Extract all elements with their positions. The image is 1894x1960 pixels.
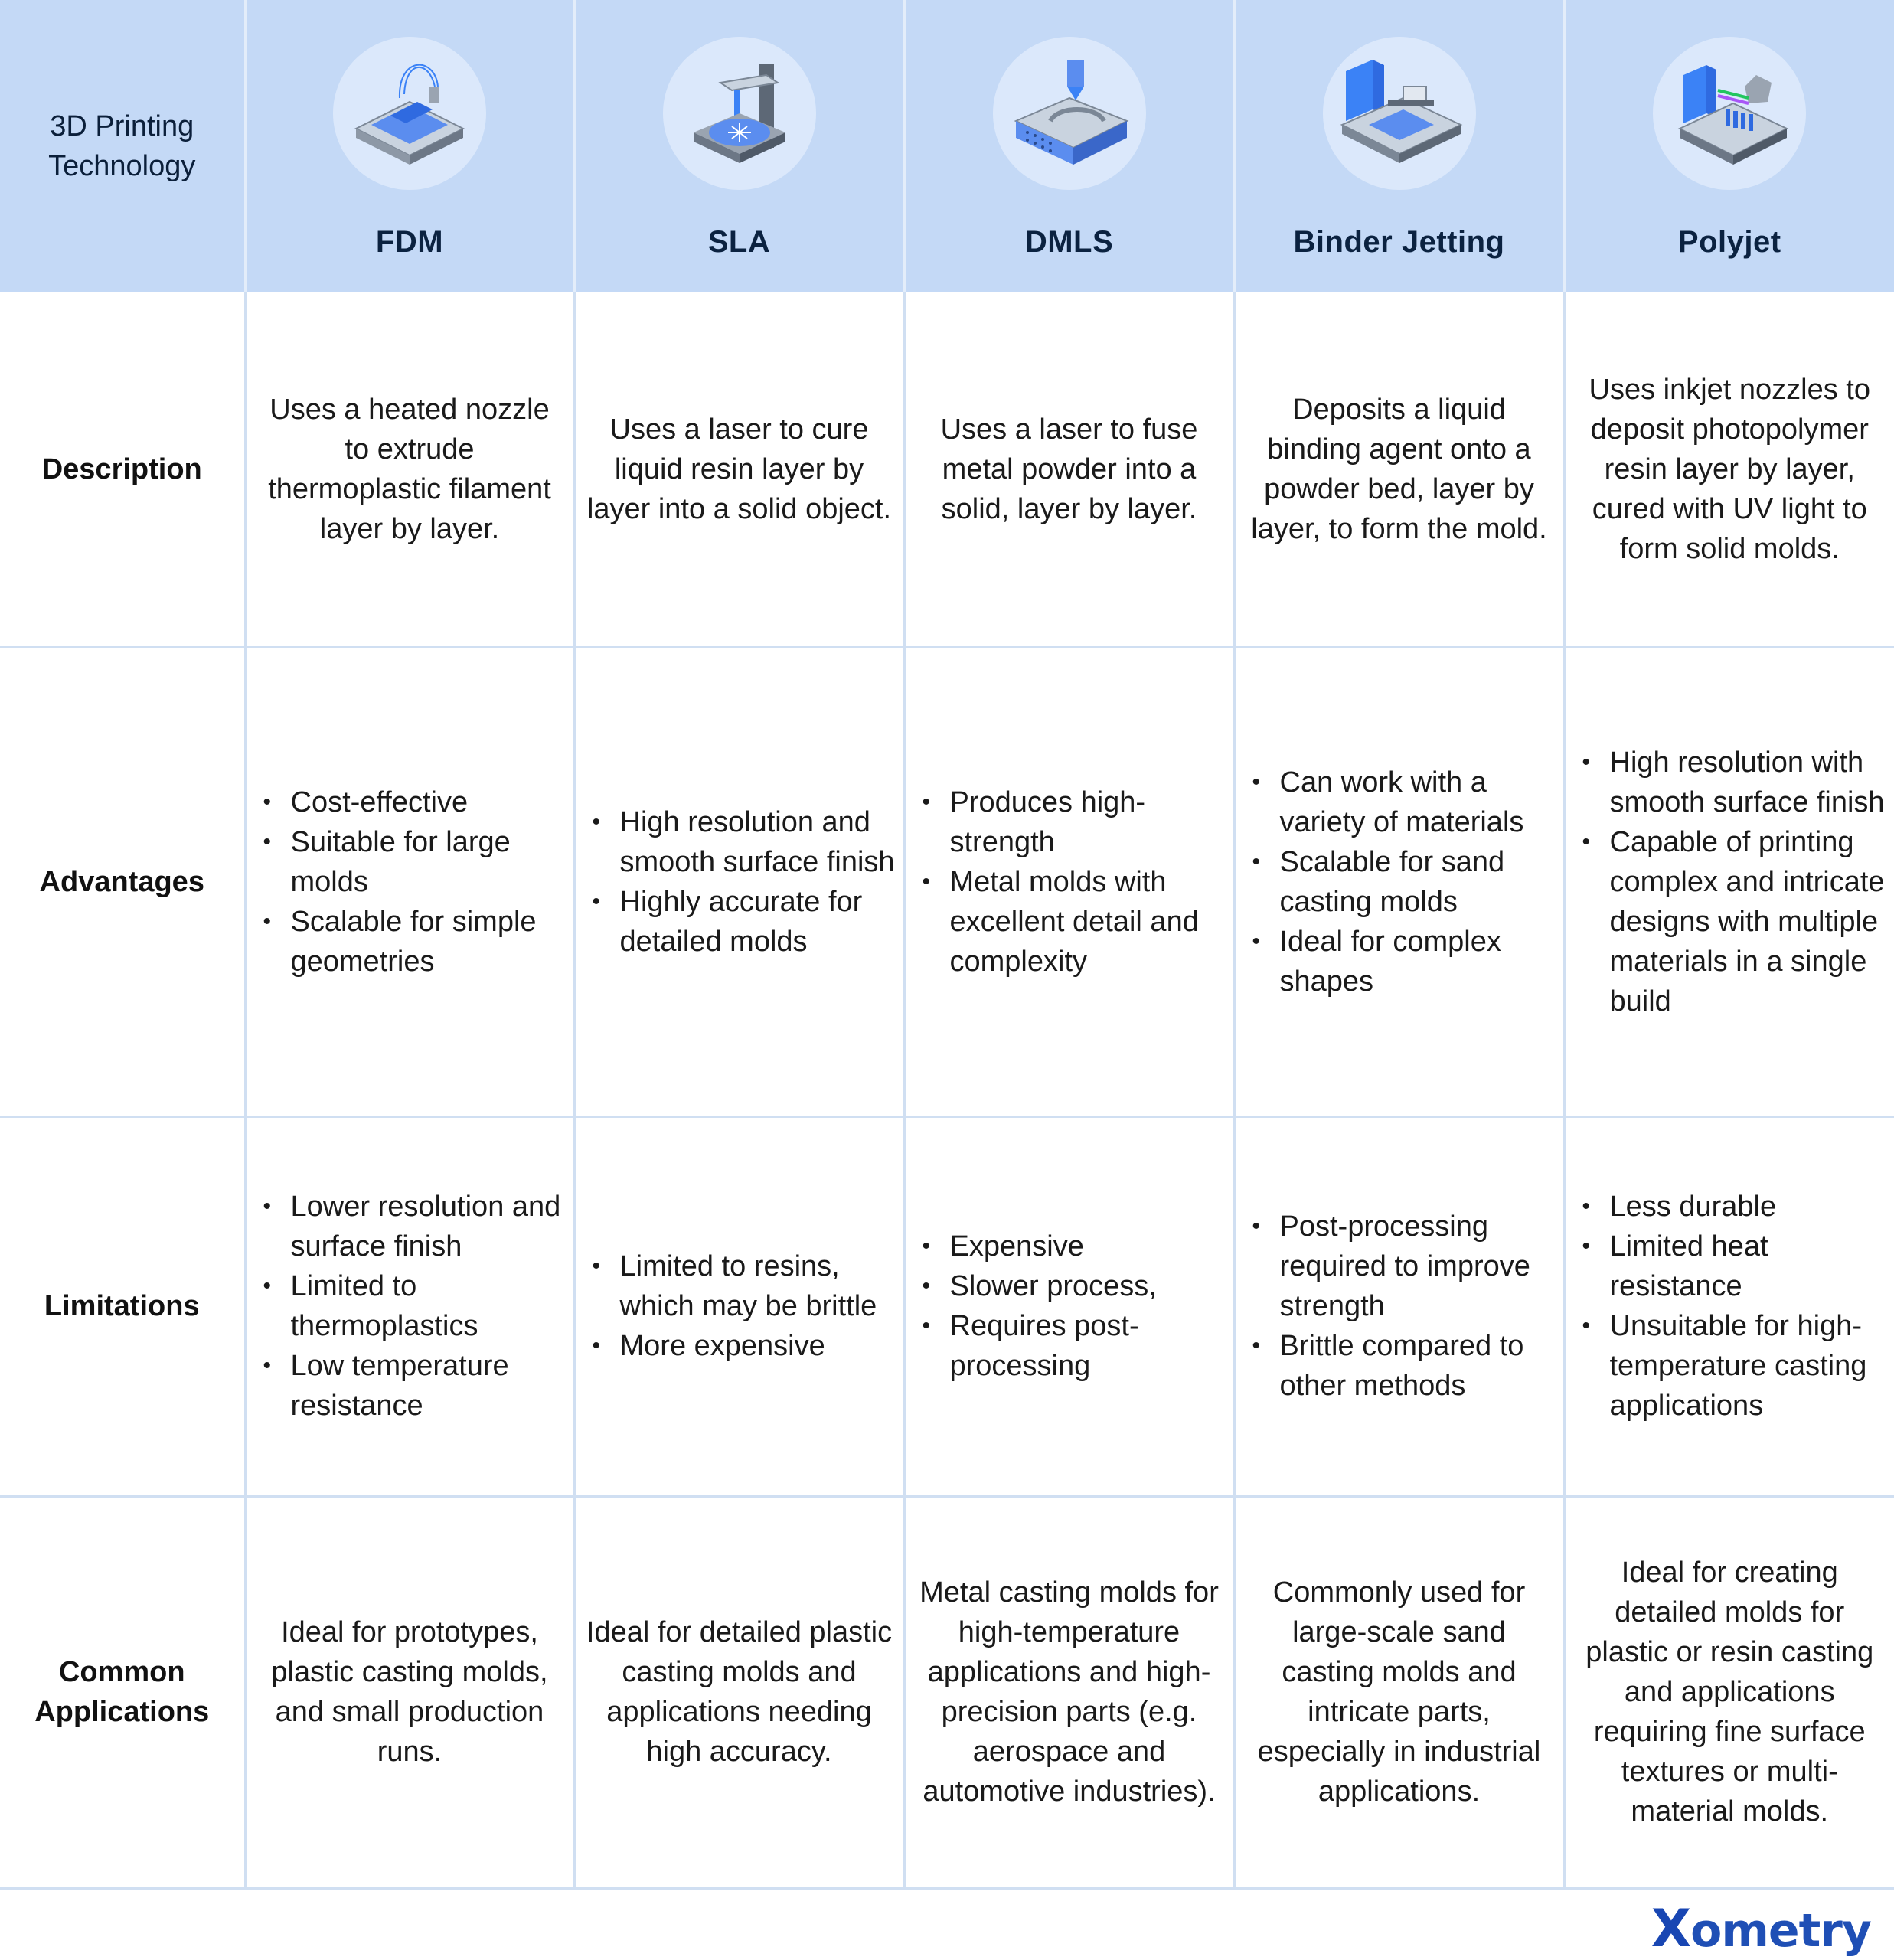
- corner-header: [0, 0, 245, 292]
- list-item: • Cost-effective: [291, 782, 566, 822]
- tech-name-fdm: FDM: [375, 225, 444, 259]
- list-item: • Post-processing required to improve strength: [1280, 1207, 1556, 1326]
- tech-name-polyjet: Polyjet: [1677, 225, 1781, 259]
- applications-row: [0, 1496, 1894, 1888]
- description-dmls: Uses a laser to fuse metal powder into a solid, layer by layer.: [940, 413, 1198, 525]
- advantages-binder-jetting: [1236, 763, 1563, 1001]
- limitations-fdm: [247, 1187, 573, 1426]
- limitations-binder-jetting: [1236, 1207, 1563, 1406]
- row-label-applications-line1: Common: [58, 1656, 185, 1688]
- limitations-dmls: [906, 1227, 1233, 1386]
- corner-label: [0, 106, 244, 186]
- list-item: • Brittle compared to other methods: [1280, 1326, 1556, 1406]
- advantages-fdm: [247, 782, 573, 982]
- list-item: • Slower process,: [950, 1266, 1226, 1306]
- list-item: • Limited to thermoplastics: [291, 1266, 566, 1346]
- row-label-description: Description: [41, 452, 202, 485]
- tech-header-sla: [574, 0, 904, 292]
- description-row: [0, 292, 1894, 647]
- tech-header-dmls: [904, 0, 1234, 292]
- binder-jetting-printer-icon: [1323, 37, 1476, 190]
- corner-label-line1: 3D Printing: [50, 110, 194, 142]
- limitations-row: [0, 1116, 1894, 1496]
- advantages-dmls: [906, 782, 1233, 982]
- limitations-polyjet: [1566, 1187, 1894, 1426]
- list-item: • Lower resolution and surface finish: [291, 1187, 566, 1266]
- applications-binder-jetting: Commonly used for large-scale sand casting molds and intricate parts, especially in industrial applications.: [1257, 1576, 1541, 1808]
- list-item: • Low temperature resistance: [291, 1346, 566, 1426]
- header-row: [0, 0, 1894, 292]
- advantages-row: [0, 647, 1894, 1116]
- advantages-polyjet: [1566, 743, 1894, 1021]
- list-item: • Unsuitable for high-temperature casting applications: [1610, 1306, 1887, 1426]
- list-item: • Highly accurate for detailed molds: [620, 882, 896, 962]
- tech-name-binder-jetting: Binder Jetting: [1293, 225, 1505, 259]
- list-item: • Can work with a variety of materials: [1280, 763, 1556, 842]
- applications-fdm: Ideal for prototypes, plastic casting molds, and small production runs.: [271, 1616, 548, 1768]
- list-item: • Suitable for large molds: [291, 822, 566, 902]
- description-fdm: Uses a heated nozzle to extrude thermoplastic filament layer by layer.: [268, 393, 551, 545]
- limitations-sla: [576, 1246, 903, 1366]
- tech-name-dmls: DMLS: [1024, 225, 1114, 259]
- tech-header-binder-jetting: [1234, 0, 1564, 292]
- sla-printer-icon: [663, 37, 816, 190]
- list-item: • Metal molds with excellent detail and complexity: [950, 862, 1226, 982]
- row-label-applications: [0, 1652, 244, 1732]
- applications-dmls: Metal casting molds for high-temperature applications and high-precision parts (e.g. aerospace and automotive industries).: [919, 1576, 1219, 1808]
- list-item: • Expensive: [950, 1227, 1226, 1266]
- list-item: • High resolution and smooth surface finish: [620, 802, 896, 882]
- row-label-applications-line2: Applications: [34, 1696, 210, 1728]
- logo-x: X: [1651, 1899, 1691, 1959]
- corner-label-line2: Technology: [48, 150, 196, 182]
- applications-polyjet: Ideal for creating detailed molds for plastic or resin casting and applications requiring fine surface textures or multi-material molds.: [1585, 1557, 1874, 1828]
- list-item: • Scalable for sand casting molds: [1280, 842, 1556, 922]
- list-item: • Limited to resins, which may be brittle: [620, 1246, 896, 1326]
- list-item: • Ideal for complex shapes: [1280, 922, 1556, 1001]
- list-item: • Requires post-processing: [950, 1306, 1226, 1386]
- tech-header-polyjet: [1564, 0, 1894, 292]
- dmls-printer-icon: [993, 37, 1146, 190]
- xometry-logo: [1651, 1899, 1871, 1959]
- description-binder-jetting: Deposits a liquid binding agent onto a powder bed, layer by layer, to form the mold.: [1251, 393, 1547, 545]
- description-sla: Uses a laser to cure liquid resin layer by layer into a solid object.: [586, 413, 892, 525]
- row-label-limitations: Limitations: [44, 1290, 200, 1322]
- list-item: • Limited heat resistance: [1610, 1227, 1887, 1306]
- logo-text: ometry: [1690, 1904, 1871, 1958]
- polyjet-printer-icon: [1653, 37, 1806, 190]
- list-item: • More expensive: [620, 1326, 896, 1366]
- list-item: • Capable of printing complex and intricate designs with multiple materials in a single build: [1610, 822, 1887, 1021]
- list-item: • Less durable: [1610, 1187, 1887, 1227]
- applications-sla: Ideal for detailed plastic casting molds and applications needing high accuracy.: [586, 1616, 893, 1768]
- list-item: • High resolution with smooth surface finish: [1610, 743, 1887, 822]
- tech-header-fdm: [245, 0, 574, 292]
- advantages-sla: [576, 802, 903, 962]
- list-item: • Scalable for simple geometries: [291, 902, 566, 982]
- list-item: • Produces high-strength: [950, 782, 1226, 862]
- row-label-advantages: Advantages: [39, 865, 204, 898]
- description-polyjet: Uses inkjet nozzles to deposit photopolymer resin layer by layer, cured with UV light to form solid molds.: [1589, 373, 1870, 565]
- fdm-printer-icon: [333, 37, 486, 190]
- tech-name-sla: SLA: [707, 225, 771, 259]
